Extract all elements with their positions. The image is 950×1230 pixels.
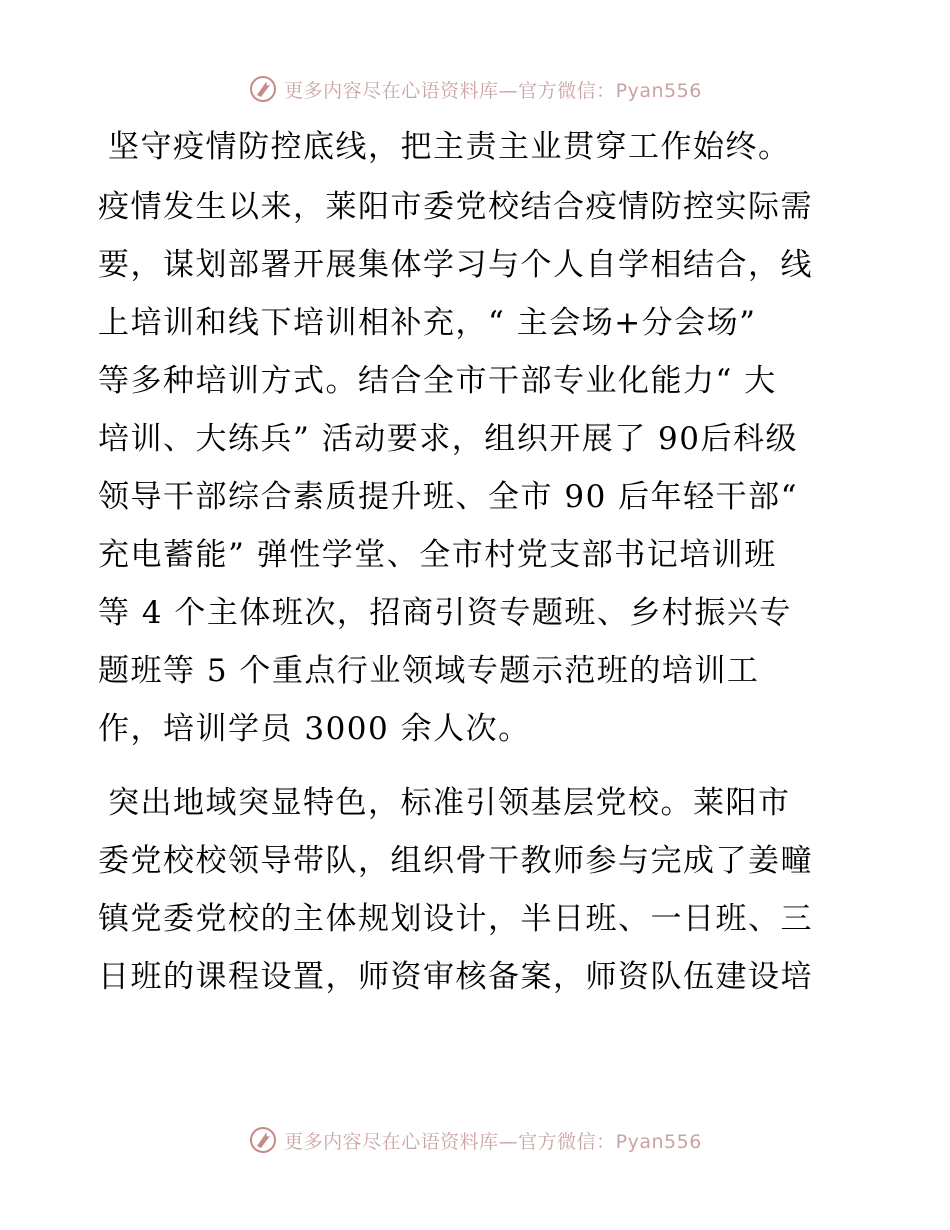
text-line: 等多种培训方式。结合全市干部专业化能力“ 大 xyxy=(98,363,777,399)
text-line: 委党校校领导带队，组织骨干教师参与完成了姜疃 xyxy=(98,843,813,879)
text-line: 上培训和线下培训相补充，“ 主会场+分会场” xyxy=(98,305,757,341)
text-line: 疫情发生以来，莱阳市委党校结合疫情防控实际需 xyxy=(98,189,813,225)
text-line: 题班等 5 个重点行业领域专题示范班的培训工 xyxy=(98,653,760,689)
pen-nib-circle-icon xyxy=(248,74,278,104)
watermark-text: 更多内容尽在心语资料库—官方微信：Pyan556 xyxy=(284,1130,702,1153)
text-line: 培训、大练兵” 活动要求，组织开展了 90后科级 xyxy=(98,421,799,457)
footer-watermark xyxy=(0,1123,950,1157)
text-line: 领导干部综合素质提升班、全市 90 后年轻干部“ xyxy=(98,479,799,515)
text-line: 等 4 个主体班次，招商引资专题班、乡村振兴专 xyxy=(98,595,792,631)
text-line: 充电蓄能” 弹性学堂、全市村党支部书记培训班 xyxy=(98,537,777,573)
text-line: 坚守疫情防控底线，把主责主业贯穿工作始终。 xyxy=(108,129,791,165)
header-watermark xyxy=(0,72,950,106)
text-line: 要，谋划部署开展集体学习与个人自学相结合，线 xyxy=(98,247,813,283)
pen-nib-circle-icon xyxy=(248,1125,278,1155)
text-line: 突出地域突显特色，标准引领基层党校。莱阳市 xyxy=(108,785,791,821)
text-line: 日班的课程设置，师资审核备案，师资队伍建设培 xyxy=(98,959,813,995)
watermark-text: 更多内容尽在心语资料库—官方微信：Pyan556 xyxy=(284,79,702,102)
text-line: 镇党委党校的主体规划设计，半日班、一日班、三 xyxy=(98,901,813,937)
text-line: 作，培训学员 3000 余人次。 xyxy=(98,711,531,747)
